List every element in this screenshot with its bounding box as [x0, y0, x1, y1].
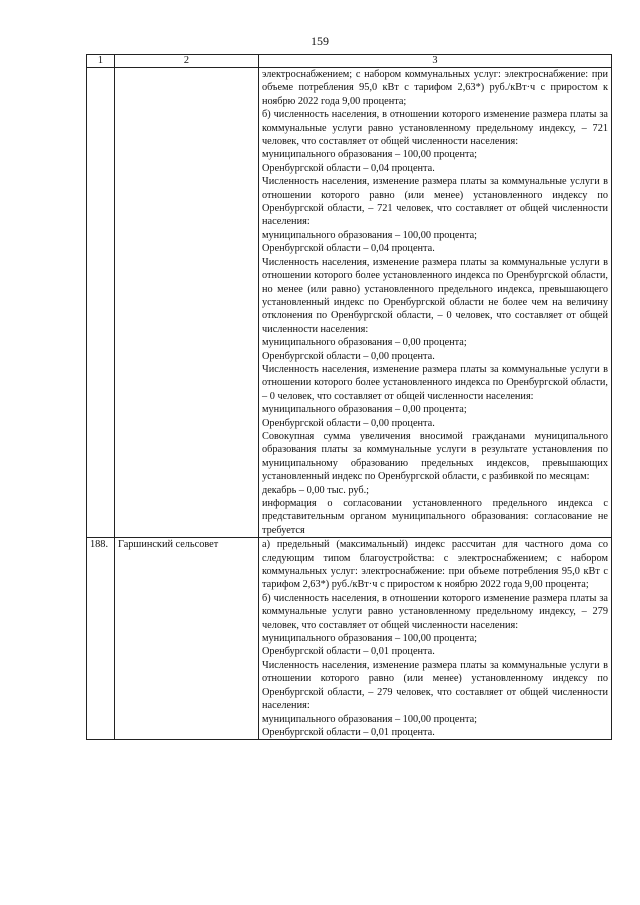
row-name-cell [115, 68, 259, 538]
page-number: 159 [311, 34, 329, 48]
row-number-cell [87, 68, 115, 538]
row-name-cell: Гаршинский сельсовет [115, 538, 259, 740]
text-line: Оренбургской области – 0,04 процента. [262, 243, 435, 255]
table-row-188 [87, 538, 612, 740]
text-line: информация о согласовании установленного предельного индекса с представительным органом муниципального образования: согласование не требуется [262, 498, 608, 536]
text-line: муниципального образования – 100,00 процента; [262, 713, 478, 725]
text-line: декабрь – 0,00 тыс. руб.; [262, 484, 370, 496]
document-table [86, 54, 612, 740]
text-line: Численность населения, изменение размера платы за коммунальные услуги в отношении которого равно (или менее) установленному индексу по Оренбургской области, – 279 человек, что составляет от общей численности населения: [262, 659, 608, 712]
text-line: Численность населения, изменение размера платы за коммунальные услуги в отношении которого равно (или менее) установленного индексу по Оренбургской области, – 721 человек, что составляет от общей численности населения: [262, 176, 608, 228]
row-number-cell: 188. [87, 538, 115, 740]
row-description-cell [259, 68, 612, 538]
text-line: б) численность населения, в отношении которого изменение размера платы за коммунальные услуги равно установленному предельному индексу, – 721 человек, что составляет от общей численности населения: [262, 109, 608, 148]
text-line: б) численность населения, в отношении которого изменение размера платы за коммунальные услуги равно установленному предельному индексу, – 279 человек, что составляет от общей численности населения: [262, 592, 608, 631]
text-line: Оренбургской области – 0,00 процента. [262, 417, 435, 429]
text-line: муниципального образования – 0,00 процента; [262, 404, 467, 416]
text-line: Численность населения, изменение размера платы за коммунальные услуги в отношении которого более установленного индекса по Оренбургской области, – 0 человек, что составляет от общей численности населения: [262, 363, 608, 402]
header-col-3: 3 [259, 55, 612, 68]
table-row-continuation [87, 68, 612, 538]
row-description-cell [259, 538, 612, 740]
header-col-1: 1 [87, 55, 115, 68]
text-line: Численность населения, изменение размера платы за коммунальные услуги в отношении которого более установленного индекса по Оренбургской области, но менее (или равно) установленного предельного индекса, превышающего установленный индекс по Оренбургской области не более чем на величину отклонения по Оренбургской области, – 0 человек, что составляет от общей численности населения: [262, 256, 608, 335]
text-line: Оренбургской области – 0,01 процента. [262, 726, 435, 738]
text-line: электроснабжением; с набором коммунальных услуг: электроснабжение: при объеме потребления 95,0 кВт с тарифом 2,63*) руб./кВт·ч с приростом к ноябрю 2022 года 9,00 процента; [262, 69, 608, 107]
text-line: Оренбургской области – 0,04 процента. [262, 162, 435, 174]
header-col-2: 2 [115, 55, 259, 68]
table-header-row [87, 55, 612, 68]
text-line: муниципального образования – 100,00 процента; [262, 633, 478, 645]
text-line: Оренбургской области – 0,01 процента. [262, 646, 435, 658]
text-line: муниципального образования – 0,00 процента; [262, 337, 467, 349]
text-line: Совокупная сумма увеличения вносимой гражданами муниципального образования платы за коммунальные услуги в результате установления по муниципальному образованию предельных индексов, превышающих установленный индекс по Оренбургской области, с разбивкой по месяцам: [262, 430, 608, 483]
text-line: муниципального образования – 100,00 процента; [262, 149, 478, 161]
text-line: а) предельный (максимальный) индекс рассчитан для частного дома со следующим типом благоустройства: с электроснабжением; с набором коммунальных услуг: электроснабжение: при объеме потребления 95,0 кВт с тарифом 2,63*) руб./кВт·ч с приростом к ноябрю 2022 года 9,00 процента; [262, 539, 608, 591]
text-line: муниципального образования – 100,00 процента; [262, 229, 478, 241]
text-line: Оренбургской области – 0,00 процента. [262, 350, 435, 362]
